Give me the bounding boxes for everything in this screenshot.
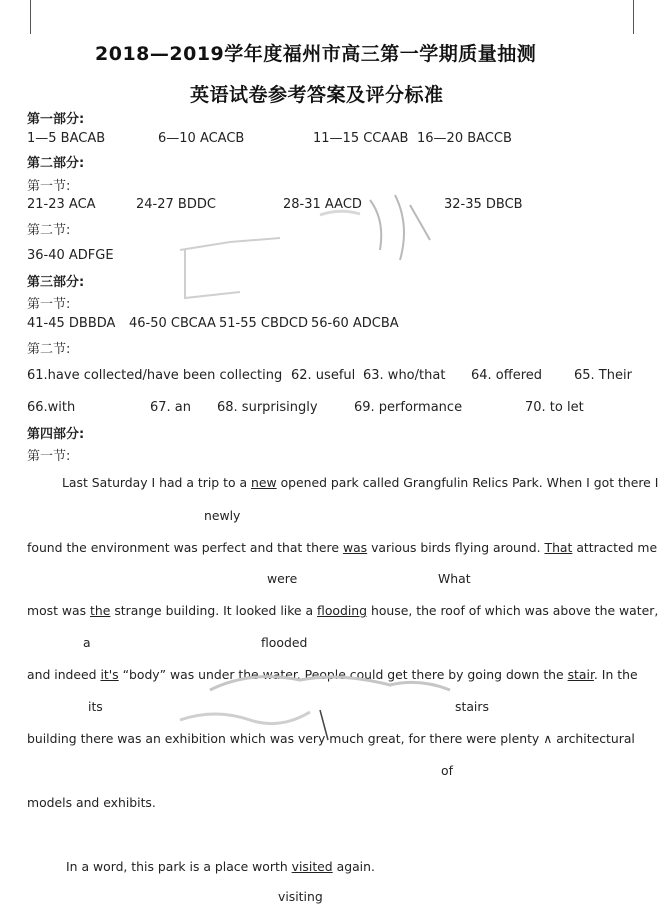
answer-item: 67. an — [150, 400, 192, 415]
correction: flooded — [261, 635, 308, 650]
watermark-scribble — [170, 180, 490, 310]
error-word: it's — [100, 667, 119, 682]
error-word: new — [251, 475, 277, 490]
answer-item: 65. Their — [574, 368, 632, 383]
page-edge-right — [633, 0, 634, 34]
answer-group: 41-45 DBBDA — [27, 316, 116, 331]
part3-section2-label: 第二节: — [27, 342, 71, 357]
essay-line: and indeed it's “body” was under the water. People could get there by going down the stair. In the — [27, 667, 638, 682]
answer-group: 32-35 DBCB — [444, 197, 523, 212]
part2-section1-label: 第一节: — [27, 179, 71, 194]
correction: were — [267, 571, 298, 586]
answer-item: 61.have collected/have been collecting — [27, 368, 283, 383]
answer-item: 64. offered — [471, 368, 543, 383]
essay-line: most was the strange building. It looked like a flooding house, the roof of which was above the water, — [27, 603, 659, 618]
answer-group: 6—10 ACACB — [158, 131, 245, 146]
page-subtitle: 英语试卷参考答案及评分标准 — [190, 84, 444, 106]
essay-line: In a word, this park is a place worth visited again. — [66, 859, 375, 874]
error-word: the — [90, 603, 111, 618]
correction: its — [88, 699, 103, 714]
part1-label: 第一部分: — [27, 112, 85, 127]
page-title: 2018—2019学年度福州市高三第一学期质量抽测 — [95, 43, 537, 65]
part2-section2-label: 第二节: — [27, 223, 71, 238]
error-word: visited — [291, 859, 333, 874]
part4-label: 第四部分: — [27, 427, 85, 442]
answer-group: 24-27 BDDC — [136, 197, 216, 212]
error-word: stair — [567, 667, 594, 682]
answer-group: 46-50 CBCAA — [129, 316, 216, 331]
correction: newly — [204, 508, 241, 523]
answer-item: 70. to let — [525, 400, 584, 415]
answer-group: 1—5 BACAB — [27, 131, 106, 146]
answer-item: 62. useful — [291, 368, 356, 383]
correction: stairs — [455, 699, 489, 714]
correction: a — [83, 635, 91, 650]
essay-line: models and exhibits. — [27, 795, 156, 810]
correction: visiting — [278, 889, 323, 904]
page-edge-left — [30, 0, 31, 34]
watermark-scribble — [170, 650, 470, 760]
error-word: was — [342, 540, 368, 555]
answer-group: 16—20 BACCB — [417, 131, 512, 146]
essay-line: building there was an exhibition which was very much great, for there were plenty ∧ architectural — [27, 731, 635, 746]
answer-group: 11—15 CCAAB — [313, 131, 409, 146]
answer-group: 21-23 ACA — [27, 197, 96, 212]
part3-label: 第三部分: — [27, 275, 85, 290]
correction: What — [438, 571, 471, 586]
answer-item: 63. who/that — [363, 368, 446, 383]
answer-group: 51-55 CBDCD — [219, 316, 309, 331]
answer-group: 36-40 ADFGE — [27, 248, 114, 263]
error-word: flooding — [317, 603, 368, 618]
answer-item: 69. performance — [354, 400, 463, 415]
correction: of — [441, 763, 453, 778]
error-word: That — [544, 540, 573, 555]
essay-line: Last Saturday I had a trip to a new opened park called Grangfulin Relics Park. When I got there I — [62, 475, 659, 490]
answer-group: 56-60 ADCBA — [311, 316, 399, 331]
essay-line: found the environment was perfect and that there was various birds flying around. That attracted me — [27, 540, 658, 555]
answer-item: 66.with — [27, 400, 76, 415]
part4-section1-label: 第一节: — [27, 449, 71, 464]
answer-item: 68. surprisingly — [217, 400, 318, 415]
answer-group: 28-31 AACD — [283, 197, 362, 212]
part3-section1-label: 第一节: — [27, 297, 71, 312]
part2-label: 第二部分: — [27, 156, 85, 171]
